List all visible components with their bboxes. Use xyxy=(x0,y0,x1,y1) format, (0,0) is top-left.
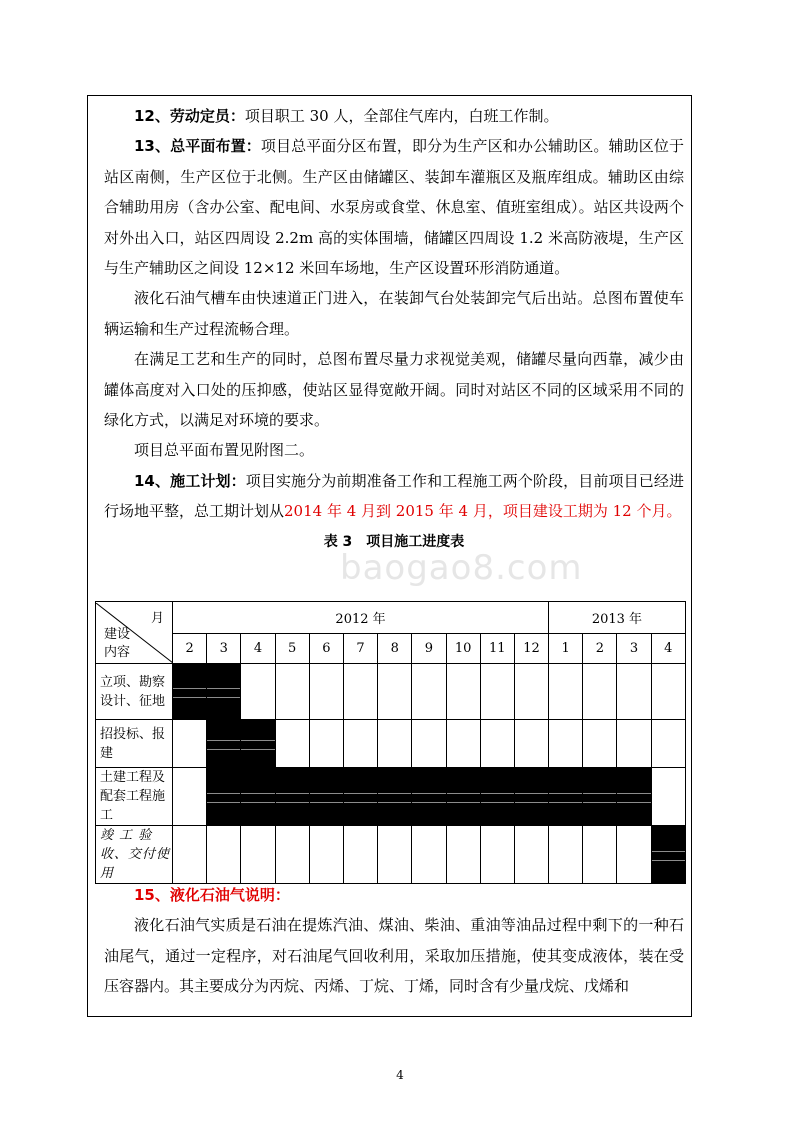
document-body xyxy=(104,101,684,555)
page-number: 4 xyxy=(396,1068,404,1082)
section-13-para2: 液化石油气槽车由快速道正门进入，在装卸气台处装卸完气后出站。总图布置使车辆运输和生产过程流畅合理。 xyxy=(104,289,684,338)
gantt-cell xyxy=(343,664,377,720)
gantt-cell xyxy=(651,720,685,768)
gantt-cell xyxy=(207,768,241,826)
gantt-cell xyxy=(275,826,309,884)
corner-cell xyxy=(96,602,173,664)
gantt-cell xyxy=(343,720,377,768)
gantt-cell xyxy=(583,768,617,826)
gantt-cell xyxy=(617,826,651,884)
corner-item-label-1: 建设 xyxy=(104,626,131,642)
schedule-table xyxy=(95,601,686,884)
gantt-cell xyxy=(583,720,617,768)
section-15-text: 液化石油气实质是石油在提炼汽油、煤油、柴油、重油等油品过程中剩下的一种石油尾气，通过一定程序，对石油尾气回收利用，采取加压措施，使其变成液体，装在受压容器内。其主要成分为丙烷、丙烯、丁烷、丁烯，同时含有少量戊烷、戊烯和 xyxy=(104,916,684,996)
gantt-cell xyxy=(241,768,275,826)
gantt-cell xyxy=(173,826,207,884)
gantt-cell xyxy=(617,768,651,826)
schedule-row xyxy=(96,664,686,720)
section-13-para3: 在满足工艺和生产的同时，总图布置尽量力求视觉美观，储罐尽量向西靠，减少由罐体高度对入口处的压抑感，使站区显得宽敞开阔。同时对站区不同的区域采用不同的绿化方式，以满足对环境的要求。 xyxy=(104,350,684,430)
month-cell: 2 xyxy=(173,634,207,664)
row-label: 土建工程及配套工程施工 xyxy=(96,768,173,826)
row-label: 竣 工 验收、交付使用 xyxy=(96,826,173,884)
gantt-cell xyxy=(514,768,548,826)
month-cell: 10 xyxy=(446,634,480,664)
gantt-cell xyxy=(378,768,412,826)
section-12-heading: 12、劳动定员： xyxy=(134,107,245,125)
gantt-cell xyxy=(583,664,617,720)
gantt-cell xyxy=(378,720,412,768)
gantt-cell xyxy=(309,664,343,720)
gantt-cell xyxy=(514,720,548,768)
year-header-row xyxy=(96,602,686,634)
gantt-cell xyxy=(617,720,651,768)
month-cell: 12 xyxy=(514,634,548,664)
section-13-heading: 13、总平面布置： xyxy=(134,137,261,156)
gantt-cell xyxy=(583,826,617,884)
gantt-cell xyxy=(309,826,343,884)
gantt-cell xyxy=(173,664,207,720)
month-cell: 1 xyxy=(549,634,583,664)
gantt-cell xyxy=(412,768,446,826)
gantt-cell xyxy=(514,664,548,720)
section-12-text: 项目职工 30 人，全部住气库内，白班工作制。 xyxy=(244,107,559,125)
gantt-cell xyxy=(309,768,343,826)
gantt-cell xyxy=(173,768,207,826)
gantt-cell xyxy=(651,664,685,720)
gantt-cell xyxy=(378,826,412,884)
gantt-cell xyxy=(241,826,275,884)
gantt-cell xyxy=(309,720,343,768)
gantt-cell xyxy=(446,826,480,884)
section-14-text: 项目实施分为前期准备工作和工程施工两个阶段，目前项目已经进行场地平整，总工期计划从 xyxy=(104,471,684,521)
section-14-heading: 14、施工计划： xyxy=(134,471,246,490)
month-cell: 3 xyxy=(207,634,241,664)
gantt-cell xyxy=(173,720,207,768)
gantt-cell xyxy=(378,664,412,720)
month-cell: 2 xyxy=(583,634,617,664)
gantt-cell xyxy=(241,720,275,768)
gantt-cell xyxy=(343,826,377,884)
section-13-text: 项目总平面分区布置，即分为生产区和办公辅助区。辅助区位于站区南侧，生产区位于北侧。生产区由储罐区、装卸车灌瓶区及瓶库组成。辅助区由综合辅助用房（含办公室、配电间、水泵房或食堂、休息室、值班室组成）。站区共设两个对外出入口，站区四周设 2.2m 高的实体围墙，储罐区四周设 1.2 米高防液堤，生产区与生产辅助区之间设 12×12 米回车场地，生产区设置环形消防通道。 xyxy=(104,137,685,278)
watermark: baogao8.com xyxy=(340,548,583,588)
month-cell: 8 xyxy=(378,634,412,664)
gantt-cell xyxy=(480,768,514,826)
document-body-continued xyxy=(104,880,684,1002)
corner-month-label: 月 xyxy=(150,610,164,626)
gantt-cell xyxy=(241,664,275,720)
section-14 xyxy=(104,466,684,527)
gantt-cell xyxy=(480,720,514,768)
section-14-schedule-red: 2014 年 4 月到 2015 年 4 月，项目建设工期为 12 个月。 xyxy=(284,502,682,521)
gantt-cell xyxy=(446,720,480,768)
schedule-row xyxy=(96,826,686,884)
gantt-cell xyxy=(412,720,446,768)
month-header-row xyxy=(96,634,686,664)
gantt-cell xyxy=(412,664,446,720)
gantt-cell xyxy=(446,768,480,826)
gantt-cell xyxy=(446,664,480,720)
gantt-cell xyxy=(617,664,651,720)
schedule-row xyxy=(96,720,686,768)
year-header-2013: 2013 年 xyxy=(549,602,686,634)
month-cell: 4 xyxy=(651,634,685,664)
gantt-cell xyxy=(343,768,377,826)
month-cell: 7 xyxy=(343,634,377,664)
gantt-cell xyxy=(412,826,446,884)
section-15-heading-line xyxy=(104,880,684,910)
gantt-cell xyxy=(651,826,685,884)
row-label: 立项、勘察设计、征地 xyxy=(96,664,173,720)
corner-item-label-2: 内容 xyxy=(104,644,131,660)
table-caption: 表 3 项目施工进度表 xyxy=(323,533,465,550)
schedule-row xyxy=(96,768,686,826)
row-label: 招投标、报建 xyxy=(96,720,173,768)
month-cell: 5 xyxy=(275,634,309,664)
gantt-cell xyxy=(207,826,241,884)
gantt-cell xyxy=(514,826,548,884)
month-cell: 6 xyxy=(309,634,343,664)
gantt-cell xyxy=(275,720,309,768)
month-cell: 11 xyxy=(480,634,514,664)
gantt-cell xyxy=(549,720,583,768)
year-header-2012: 2012 年 xyxy=(173,602,549,634)
gantt-cell xyxy=(549,768,583,826)
month-cell: 3 xyxy=(617,634,651,664)
gantt-cell xyxy=(549,826,583,884)
gantt-cell xyxy=(549,664,583,720)
gantt-cell xyxy=(480,664,514,720)
gantt-cell xyxy=(651,768,685,826)
month-cell: 4 xyxy=(241,634,275,664)
section-12 xyxy=(104,101,684,131)
gantt-cell xyxy=(207,664,241,720)
month-cell: 9 xyxy=(412,634,446,664)
gantt-cell xyxy=(480,826,514,884)
section-13 xyxy=(104,131,684,283)
gantt-cell xyxy=(207,720,241,768)
section-15-heading: 15、液化石油气说明： xyxy=(134,886,290,904)
gantt-cell xyxy=(275,664,309,720)
gantt-cell xyxy=(275,768,309,826)
section-13-para4: 项目总平面布置见附图二。 xyxy=(134,441,315,460)
